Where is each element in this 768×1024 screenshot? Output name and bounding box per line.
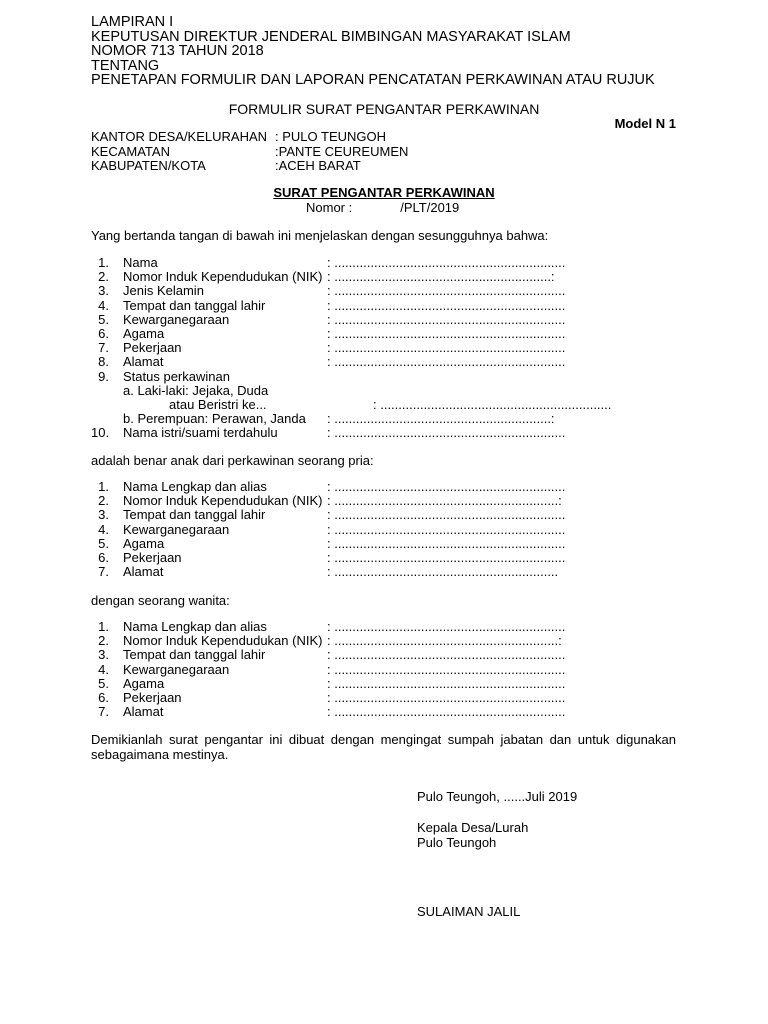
fill-dots: : ................................................................ <box>327 283 566 299</box>
letter-number <box>306 200 459 215</box>
item-label: Nama istri/suami terdahulu <box>123 425 278 441</box>
list-item <box>91 341 611 355</box>
item-label: Nomor Induk Kependudukan (NIK) <box>123 269 323 285</box>
fill-dots: : .............................................................. <box>327 564 559 580</box>
item-label: Agama <box>123 535 165 551</box>
fill-dots: : ................................................................ <box>327 521 566 537</box>
item-label: Pekerjaan <box>123 340 182 356</box>
list-item <box>91 370 611 384</box>
list-item <box>91 705 565 719</box>
fill-dots: : ..............................................................: <box>327 493 562 509</box>
item-number: 10. <box>91 425 110 441</box>
fill-dots: : ................................................................ <box>327 297 566 313</box>
kecamatan-label: KECAMATAN <box>91 143 170 159</box>
subject-list <box>91 256 611 441</box>
fill-dots: : ..............................................................: <box>327 633 562 649</box>
signatory-position <box>417 821 528 850</box>
item-label: Pekerjaan <box>123 690 182 706</box>
item-label: Jenis Kelamin <box>123 283 204 299</box>
list-item <box>91 270 611 284</box>
list-item <box>91 691 565 705</box>
status-a-label: a. Laki-laki: Jejaka, Duda <box>123 382 269 398</box>
item-label: Nomor Induk Kependudukan (NIK) <box>123 633 323 649</box>
item-number: 1. <box>98 479 109 494</box>
list-item <box>91 426 611 440</box>
position-line-2: Pulo Teungoh <box>417 834 497 850</box>
fill-dots: : ................................................................ <box>327 507 566 523</box>
fill-dots: : ................................................................ <box>327 675 566 691</box>
father-list <box>91 480 565 579</box>
item-label: Alamat <box>123 564 164 580</box>
mother-list <box>91 620 565 719</box>
item-label: Nama <box>123 255 158 270</box>
item-label: Agama <box>123 326 165 342</box>
office-row-kecamatan <box>91 145 408 160</box>
fill-dots: : ................................................................ <box>327 326 566 342</box>
nomor-value: /PLT/2019 <box>400 200 460 215</box>
list-item <box>91 523 565 537</box>
list-item <box>91 284 611 298</box>
item-number: 6. <box>98 326 109 342</box>
item-number: 4. <box>98 661 109 677</box>
item-label: Nama Lengkap dan alias <box>123 479 267 494</box>
item-number: 6. <box>98 550 109 566</box>
list-item <box>91 565 565 579</box>
office-row-kabupaten <box>91 159 408 174</box>
item-label: Nama Lengkap dan alias <box>123 619 267 634</box>
fill-dots: : ................................................................ <box>327 535 566 551</box>
model-label: Model N 1 <box>614 116 676 131</box>
item-number: 4. <box>98 297 109 313</box>
item-label: Tempat dan tanggal lahir <box>123 297 266 313</box>
item-number: 9. <box>98 368 109 384</box>
form-title: FORMULIR SURAT PENGANTAR PERKAWINAN <box>228 101 540 117</box>
father-intro: adalah benar anak dari perkawinan seorang pria: <box>91 453 374 468</box>
header-line-4: TENTANG <box>91 57 160 74</box>
fill-dots: : ................................................................ <box>327 704 566 720</box>
header-line-2: KEPUTUSAN DIREKTUR JENDERAL BIMBINGAN MASYARAKAT ISLAM <box>91 28 571 45</box>
fill-dots: : ................................................................ <box>327 425 566 441</box>
fill-dots: : ................................................................ <box>373 397 612 413</box>
item-number: 3. <box>98 647 109 663</box>
list-item <box>91 494 565 508</box>
item-label: Alamat <box>123 704 164 720</box>
list-item <box>91 398 611 412</box>
signatory-name: SULAIMAN JALIL <box>417 904 521 919</box>
item-label: Kewarganegaraan <box>123 521 230 537</box>
fill-dots: : ................................................................ <box>327 619 566 634</box>
item-number: 8. <box>98 354 109 370</box>
list-item <box>91 299 611 313</box>
fill-dots: : ................................................................ <box>327 647 566 663</box>
list-item <box>91 620 565 634</box>
office-block <box>91 130 408 174</box>
item-number: 4. <box>98 521 109 537</box>
item-number: 3. <box>98 507 109 523</box>
fill-dots: : ................................................................ <box>327 354 566 370</box>
header-line-5: PENETAPAN FORMULIR DAN LAPORAN PENCATATAN PERKAWINAN ATAU RUJUK <box>91 72 655 88</box>
status-b-label: b. Perempuan: Perawan, Janda <box>123 411 306 427</box>
mother-intro: dengan seorang wanita: <box>91 593 230 608</box>
item-number: 7. <box>98 340 109 356</box>
list-item <box>91 355 611 369</box>
item-label: Status perkawinan <box>123 368 230 384</box>
list-item <box>91 537 565 551</box>
letter-title: SURAT PENGANTAR PERKAWINAN <box>273 185 495 200</box>
item-label: Agama <box>123 675 165 691</box>
item-number: 5. <box>98 535 109 551</box>
header-line-3: NOMOR 713 TAHUN 2018 <box>91 43 264 59</box>
item-number: 1. <box>98 619 109 634</box>
item-number: 2. <box>98 633 109 649</box>
nomor-label: Nomor : <box>306 200 353 215</box>
item-label: Tempat dan tanggal lahir <box>123 647 266 663</box>
header-line-1: LAMPIRAN I <box>91 14 174 30</box>
intro-paragraph: Yang bertanda tangan di bawah ini menjelaskan dengan sesungguhnya bahwa: <box>91 228 549 243</box>
position-line-1: Kepala Desa/Lurah <box>417 820 529 835</box>
item-number: 7. <box>98 564 109 580</box>
kabupaten-label: KABUPATEN/KOTA <box>91 158 206 173</box>
list-item <box>91 634 565 648</box>
item-number: 5. <box>98 675 109 691</box>
item-number: 1. <box>98 255 109 270</box>
item-number: 6. <box>98 690 109 706</box>
list-item <box>91 480 565 494</box>
document-header <box>91 15 655 88</box>
desa-value: : PULO TEUNGOH <box>275 129 387 144</box>
fill-dots: : ................................................................ <box>327 311 566 327</box>
fill-dots: : ................................................................ <box>327 479 566 494</box>
list-item <box>91 327 611 341</box>
item-number: 2. <box>98 493 109 509</box>
item-number: 7. <box>98 704 109 720</box>
list-item <box>91 313 611 327</box>
item-label: Pekerjaan <box>123 550 182 566</box>
list-item <box>91 677 565 691</box>
kecamatan-value: :PANTE CEUREUMEN <box>275 143 409 159</box>
status-a-label-cont: atau Beristri ke... <box>169 397 267 413</box>
item-label: Alamat <box>123 354 164 370</box>
fill-dots: : ............................................................: <box>327 411 555 427</box>
list-item <box>91 508 565 522</box>
item-label: Tempat dan tanggal lahir <box>123 507 266 523</box>
item-number: 5. <box>98 311 109 327</box>
list-item <box>91 663 565 677</box>
fill-dots: : ................................................................ <box>327 255 566 270</box>
item-label: Nomor Induk Kependudukan (NIK) <box>123 493 323 509</box>
fill-dots: : ................................................................ <box>327 340 566 356</box>
list-item <box>91 256 611 270</box>
list-item <box>91 648 565 662</box>
kabupaten-value: :ACEH BARAT <box>275 158 361 173</box>
list-item <box>91 551 565 565</box>
desa-label: KANTOR DESA/KELURAHAN <box>91 129 268 144</box>
fill-dots: : ............................................................: <box>327 269 555 285</box>
list-item <box>91 384 611 398</box>
closing-paragraph: Demikianlah surat pengantar ini dibuat dengan mengingat sumpah jabatan dan untuk digunakan sebagaimana mestinya. <box>91 732 676 762</box>
fill-dots: : ................................................................ <box>327 690 566 706</box>
list-item <box>91 412 611 426</box>
item-label: Kewarganegaraan <box>123 661 230 677</box>
office-row-desa <box>91 130 408 145</box>
place-date: Pulo Teungoh, ......Juli 2019 <box>417 789 578 804</box>
item-number: 3. <box>98 283 109 299</box>
item-number: 2. <box>98 269 109 285</box>
fill-dots: : ................................................................ <box>327 661 566 677</box>
item-label: Kewarganegaraan <box>123 311 230 327</box>
fill-dots: : ................................................................ <box>327 550 566 566</box>
